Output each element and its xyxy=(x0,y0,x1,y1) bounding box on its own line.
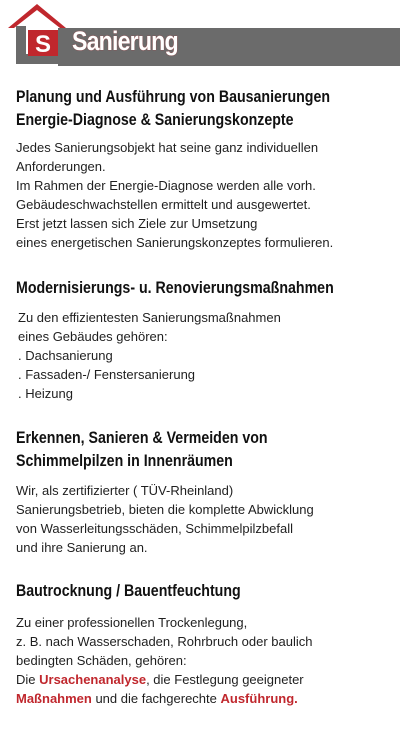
paragraph-line: Wir, als zertifizierter ( TÜV-Rheinland) xyxy=(16,483,234,498)
paragraph-line: Zu einer professionellen Trockenlegung, xyxy=(16,615,248,630)
highlight-ursachenanalyse: Ursachenanalyse xyxy=(39,672,147,687)
highlight-ausfuehrung: Ausführung. xyxy=(220,691,298,706)
list-item: . Heizung xyxy=(18,386,73,401)
section-heading: Modernisierungs- u. Renovierungsmaßnahmen xyxy=(16,279,334,297)
paragraph-line: Jedes Sanierungsobjekt hat seine ganz individuellen xyxy=(16,140,319,155)
paragraph-line: Anforderungen. xyxy=(16,159,106,174)
paragraph-line: Gebäudeschwachstellen ermittelt und ausgewertet. xyxy=(16,197,311,212)
list-item: . Fassaden-/ Fenstersanierung xyxy=(18,367,196,382)
rich-paragraph-line xyxy=(16,689,386,708)
section-subheading: Energie-Diagnose & Sanierungskonzepte xyxy=(16,111,294,129)
paragraph-line: z. B. nach Wasserschaden, Rohrbruch oder baulich xyxy=(16,634,313,649)
section-modernisierung xyxy=(16,277,386,403)
paragraph-line: eines energetischen Sanierungskonzeptes formulieren. xyxy=(16,235,334,250)
header xyxy=(0,0,400,72)
section-schimmelpilze xyxy=(16,427,386,557)
text-fragment: Die xyxy=(16,672,40,687)
text-fragment: , die Festlegung geeigneter xyxy=(146,672,304,687)
paragraph-line: Zu den effizientesten Sanierungsmaßnahmen xyxy=(18,310,281,325)
section-heading: Planung und Ausführung von Bausanierungen xyxy=(16,88,331,106)
section-bautrocknung xyxy=(16,580,386,708)
list-item: . Dachsanierung xyxy=(18,348,113,363)
highlight-massnahmen: Maßnahmen xyxy=(16,691,92,706)
paragraph-line: von Wasserleitungsschäden, Schimmelpilzbefall xyxy=(16,521,293,536)
section-heading: Bautrocknung / Bauentfeuchtung xyxy=(16,582,241,600)
section-subheading: Schimmelpilzen in Innenräumen xyxy=(16,452,233,470)
rich-paragraph-line xyxy=(16,670,386,689)
paragraph-line: Erst jetzt lassen sich Ziele zur Umsetzung xyxy=(16,216,258,231)
paragraph-line: und ihre Sanierung an. xyxy=(16,540,148,555)
logo-letter: S xyxy=(34,31,52,58)
section-bausanierung xyxy=(16,86,386,252)
section-heading: Erkennen, Sanieren & Vermeiden von xyxy=(16,429,268,447)
paragraph-line: bedingten Schäden, gehören: xyxy=(16,653,187,668)
text-fragment: und die fachgerechte xyxy=(91,691,221,706)
paragraph-line: eines Gebäudes gehören: xyxy=(18,329,168,344)
paragraph-line: Sanierungsbetrieb, bieten die komplette Abwicklung xyxy=(16,502,314,517)
page-title: Sanierung xyxy=(72,26,178,56)
paragraph-line: Im Rahmen der Energie-Diagnose werden alle vorh. xyxy=(16,178,316,193)
